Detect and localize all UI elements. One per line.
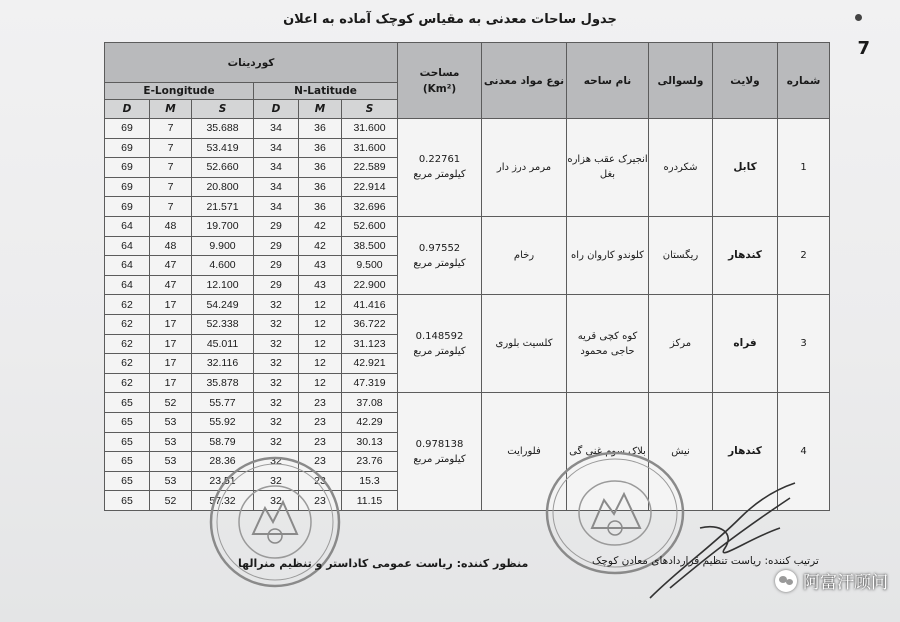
coordinate-cell: 69 [105,138,150,158]
watermark-text: 阿富汗顾问 [803,573,888,593]
coordinate-cell: 9.900 [192,236,254,256]
site-name-cell: بلاک سوم غنی گی [567,393,649,511]
number-cell: 2 [778,216,830,294]
coordinate-cell: 34 [254,197,299,217]
coordinate-cell: 47.319 [342,373,398,393]
coordinate-cell: 7 [150,119,192,139]
coordinate-cell: 35.878 [192,373,254,393]
coordinate-cell: 17 [150,334,192,354]
table-row [105,119,830,139]
area-unit: کیلومتر مربع [413,169,466,181]
coordinate-cell: 7 [150,158,192,178]
lon-seconds-header: S [192,100,254,119]
coordinate-cell: 22.914 [342,177,398,197]
coordinate-cell: 64 [105,236,150,256]
coordinate-cell: 32 [254,412,299,432]
number-cell: 1 [778,119,830,217]
coordinate-cell: 22.900 [342,275,398,295]
area-value: 0.148592 [415,330,464,342]
approver-caption: منظور کننده: ریاست عمومی کاداستر و تنظیم منرالها [238,557,529,570]
coordinate-cell: 32 [254,295,299,315]
wechat-icon [775,570,797,592]
district-cell: مرکز [649,295,713,393]
coordinate-cell: 32 [254,432,299,452]
area-cell [398,119,482,217]
coordinate-cell: 65 [105,471,150,491]
coordinate-cell: 47 [150,256,192,276]
coordinate-cell: 17 [150,354,192,374]
coordinate-cell: 62 [105,295,150,315]
latitude-header: N-Latitude [254,83,398,100]
coordinate-cell: 32 [254,471,299,491]
coordinate-cell: 7 [150,177,192,197]
coordinate-cell: 30.13 [342,432,398,452]
table-row [105,216,830,236]
coordinate-cell: 32.696 [342,197,398,217]
coordinate-cell: 23 [299,412,342,432]
district-cell: نیش [649,393,713,511]
coordinate-cell: 9.500 [342,256,398,276]
coordinate-cell: 4.600 [192,256,254,276]
coordinate-cell: 57.32 [192,491,254,511]
coordinate-cell: 17 [150,373,192,393]
coordinate-cell: 62 [105,314,150,334]
coordinate-cell: 32 [254,334,299,354]
coordinate-cell: 36 [299,197,342,217]
coordinate-cell: 32 [254,393,299,413]
coordinate-cell: 7 [150,197,192,217]
coordinate-cell: 31.600 [342,119,398,139]
lat-degrees-header: D [254,100,299,119]
lon-minutes-header: M [150,100,192,119]
coordinate-cell: 69 [105,197,150,217]
area-unit: کیلومتر مربع [413,257,466,269]
coordinate-cell: 64 [105,256,150,276]
coordinate-cell: 31.600 [342,138,398,158]
coordinate-cell: 52 [150,393,192,413]
coordinate-cell: 23.76 [342,452,398,472]
coordinate-cell: 31.123 [342,334,398,354]
coordinate-cell: 35.688 [192,119,254,139]
area-header-label: مساحت [419,66,460,79]
coordinate-cell: 42 [299,216,342,236]
province-cell: کندهار [713,393,778,511]
coordinate-cell: 36.722 [342,314,398,334]
table-row [105,393,830,413]
number-header: شماره [778,43,830,119]
coordinate-cell: 45.011 [192,334,254,354]
district-header: ولسوالی [649,43,713,119]
table-row [105,295,830,315]
province-cell: کندهار [713,216,778,294]
coordinate-cell: 36 [299,177,342,197]
lat-minutes-header: M [299,100,342,119]
coordinate-cell: 65 [105,491,150,511]
coordinate-cell: 32 [254,354,299,374]
coordinate-cell: 53 [150,412,192,432]
province-header: ولایت [713,43,778,119]
coordinate-cell: 62 [105,334,150,354]
coordinate-cell: 42.29 [342,412,398,432]
coordinate-cell: 41.416 [342,295,398,315]
coordinate-cell: 69 [105,119,150,139]
coordinate-cell: 42 [299,236,342,256]
coordinate-cell: 29 [254,275,299,295]
site-name-cell: کلوندو کاروان راه [567,216,649,294]
wechat-watermark [775,568,888,593]
coordinate-cell: 62 [105,373,150,393]
coordinate-cell: 17 [150,314,192,334]
coordinate-cell: 52.600 [342,216,398,236]
coordinate-cell: 65 [105,432,150,452]
mineral-cell: رخام [482,216,567,294]
coordinate-cell: 65 [105,412,150,432]
coordinate-cell: 34 [254,158,299,178]
coordinate-cell: 52.338 [192,314,254,334]
coordinate-cell: 34 [254,177,299,197]
coordinate-cell: 15.3 [342,471,398,491]
area-cell [398,216,482,294]
coordinate-cell: 23.51 [192,471,254,491]
coordinate-cell: 29 [254,216,299,236]
lon-degrees-header: D [105,100,150,119]
number-cell: 4 [778,393,830,511]
district-cell: شکردره [649,119,713,217]
coordinate-cell: 43 [299,256,342,276]
coordinate-cell: 65 [105,452,150,472]
area-value: 0.22761 [418,154,461,166]
coordinate-cell: 43 [299,275,342,295]
coordinate-cell: 21.571 [192,197,254,217]
mineral-cell: کلسیت بلوری [482,295,567,393]
area-unit: کیلومتر مربع [413,453,466,465]
coordinate-cell: 69 [105,158,150,178]
site-name-cell: انجیرک عقب هزاره بغل [567,119,649,217]
province-cell: کابل [713,119,778,217]
coordinate-cell: 54.249 [192,295,254,315]
coordinate-cell: 12 [299,373,342,393]
coordinate-cell: 53 [150,432,192,452]
coordinate-cell: 34 [254,119,299,139]
coordinate-cell: 58.79 [192,432,254,452]
coordinate-cell: 12 [299,354,342,374]
coordinate-cell: 23 [299,491,342,511]
preparer-caption: ترتیب کننده: ریاست تنظیم قراردادهای معادن کوچک [592,555,819,567]
coordinate-cell: 7 [150,138,192,158]
coordinate-cell: 62 [105,354,150,374]
coordinate-cell: 29 [254,236,299,256]
area-cell [398,393,482,511]
page-title: جدول ساحات معدنی به مقیاس کوچک آماده به اعلان [283,12,617,27]
coordinate-cell: 38.500 [342,236,398,256]
coordinate-cell: 11.15 [342,491,398,511]
site-name-header: نام ساحه [567,43,649,119]
lat-seconds-header: S [342,100,398,119]
coordinate-cell: 65 [105,393,150,413]
coordinate-cell: 12.100 [192,275,254,295]
coordinate-cell: 53 [150,452,192,472]
official-seal-left [205,452,345,592]
area-value: 0.978138 [415,438,464,450]
coordinate-cell: 34 [254,138,299,158]
coordinate-cell: 53 [150,471,192,491]
coordinate-cell: 32 [254,452,299,472]
coordinate-cell: 23 [299,452,342,472]
coordinate-cell: 55.77 [192,393,254,413]
coordinate-cell: 48 [150,216,192,236]
coordinate-cell: 29 [254,256,299,276]
province-cell: فراه [713,295,778,393]
coordinate-cell: 52.660 [192,158,254,178]
coordinate-cell: 22.589 [342,158,398,178]
coordinate-cell: 48 [150,236,192,256]
coordinate-cell: 17 [150,295,192,315]
coordinate-cell: 32 [254,314,299,334]
coordinate-cell: 12 [299,334,342,354]
coordinate-cell: 36 [299,119,342,139]
coordinate-cell: 20.800 [192,177,254,197]
coordinate-cell: 69 [105,177,150,197]
coordinate-cell: 32 [254,373,299,393]
coordinate-cell: 64 [105,275,150,295]
coordinate-cell: 32.116 [192,354,254,374]
coordinate-cell: 28.36 [192,452,254,472]
mineral-header: نوع مواد معدنی [482,43,567,119]
mineral-sites-table [104,42,830,511]
coordinate-cell: 36 [299,158,342,178]
coordinates-header: کوردینات [105,43,398,83]
area-unit: کیلومتر مربع [413,345,466,357]
coordinate-cell: 12 [299,295,342,315]
coordinate-cell: 23 [299,471,342,491]
coordinate-cell: 53.419 [192,138,254,158]
coordinate-cell: 42.921 [342,354,398,374]
coordinate-cell: 19.700 [192,216,254,236]
bullet-dot [855,14,862,21]
mineral-cell: مرمر درز دار [482,119,567,217]
area-header [398,43,482,119]
coordinate-cell: 23 [299,432,342,452]
longitude-header: E-Longitude [105,83,254,100]
coordinate-cell: 32 [254,491,299,511]
area-value: 0.97552 [418,242,461,254]
coordinate-cell: 64 [105,216,150,236]
number-cell: 3 [778,295,830,393]
site-name-cell: کوه کچی قریه حاجی محمود [567,295,649,393]
coordinate-cell: 23 [299,393,342,413]
coordinate-cell: 52 [150,491,192,511]
coordinate-cell: 36 [299,138,342,158]
page-number: 7 [857,38,870,59]
area-cell [398,295,482,393]
mineral-cell: فلورایت [482,393,567,511]
district-cell: ریگستان [649,216,713,294]
area-header-unit: (Km²) [422,82,457,95]
coordinate-cell: 47 [150,275,192,295]
coordinate-cell: 55.92 [192,412,254,432]
coordinate-cell: 12 [299,314,342,334]
coordinate-cell: 37.08 [342,393,398,413]
